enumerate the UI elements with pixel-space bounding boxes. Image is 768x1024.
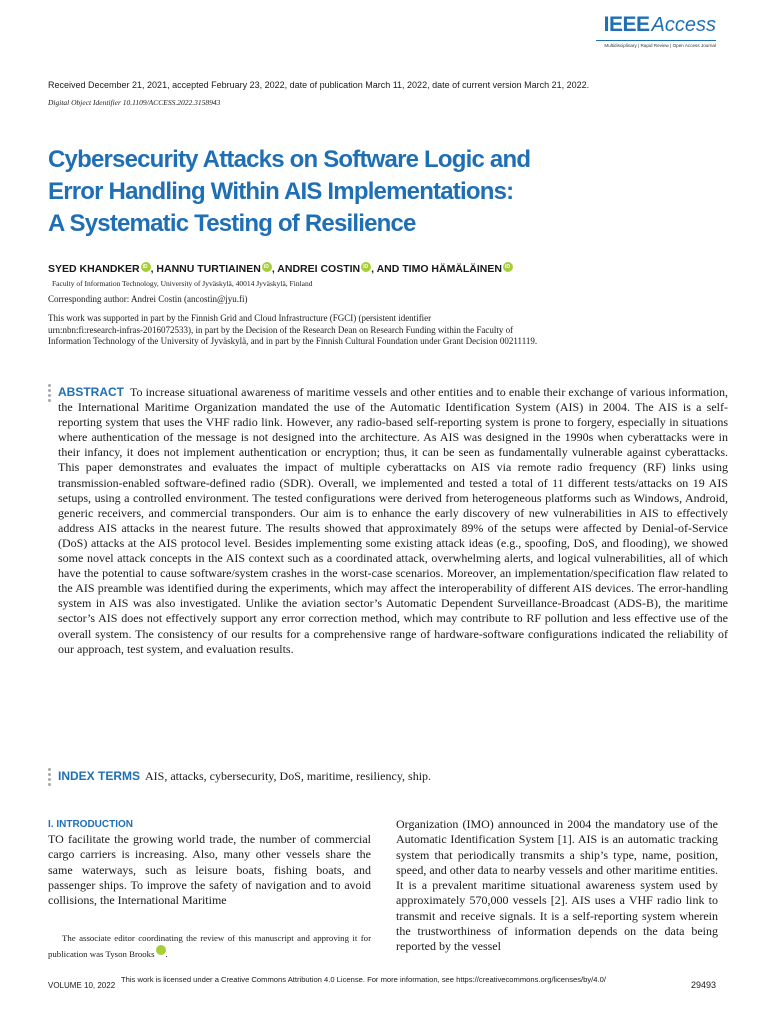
orcid-icon[interactable] [503, 262, 513, 272]
logo-tagline: Multidisciplinary | Rapid Review | Open Access Journal [604, 43, 716, 48]
abstract-marker [48, 384, 51, 404]
index-terms-marker [48, 768, 51, 788]
affiliation: Faculty of Information Technology, University of Jyväskylä, 40014 Jyväskylä, Finland [52, 279, 313, 288]
index-terms-text: AIS, attacks, cybersecurity, DoS, maritime, resiliency, ship. [145, 769, 432, 783]
title-line-2: Error Handling Within AIS Implementations: [48, 178, 514, 205]
footer-license[interactable]: This work is licensed under a Creative Commons Attribution 4.0 License. For more information, see https://creativecommons.org/licenses/by/4.0/ [121, 975, 606, 984]
orcid-icon[interactable] [361, 262, 371, 272]
section-heading-introduction: I. INTRODUCTION [48, 819, 133, 830]
author-list [48, 263, 513, 275]
orcid-icon[interactable] [156, 945, 166, 955]
funding-line: Information Technology of the University of Jyväskylä, and in part by the Finnish Cultural Foundation under Grant Decision 00211119. [48, 336, 538, 346]
funding-line: This work was supported in part by the Finnish Grid and Cloud Infrastructure (FGCI) (persistent identifier [48, 313, 432, 323]
title-line-3: A Systematic Testing of Resilience [48, 210, 416, 237]
author-2: , HANNU TURTIAINEN [150, 263, 261, 275]
intro-left-text: TO facilitate the growing world trade, the number of commercial cargo carriers is increasing. Also, many other vessels share the same waterways, such as leisure boats, fishing boats, and passenger ships. To improve the safety of navigation and to avoid collisions, the International Maritime [48, 832, 371, 908]
abstract-heading: ABSTRACT [58, 385, 124, 399]
author-1: SYED KHANDKER [48, 263, 140, 275]
orcid-icon[interactable] [141, 262, 151, 272]
logo-access: Access [651, 14, 716, 36]
journal-logo [596, 14, 716, 48]
publication-dates: Received December 21, 2021, accepted February 23, 2022, date of publication March 11, 2022, date of current version March 21, 2022. [48, 80, 590, 90]
funding-line: urn:nbn:fi:research-infras-2016072533), in part by the Decision of the Research Dean on Research Funding within the Faculty of [48, 324, 514, 335]
author-3: , ANDREI COSTIN [271, 263, 361, 275]
editor-note-text: The associate editor coordinating the review of this manuscript and approving it for publication was Tyson Brooks [48, 933, 371, 959]
corresponding-author: Corresponding author: Andrei Costin (ancostin@jyu.fi) [48, 294, 248, 304]
orcid-icon[interactable] [262, 262, 272, 272]
index-terms-heading: INDEX TERMS [58, 769, 141, 783]
paper-title [48, 144, 530, 240]
logo-ieee: IEEE [603, 13, 650, 36]
doi: Digital Object Identifier 10.1109/ACCESS.2022.3158943 [48, 98, 221, 107]
funding-statement [48, 313, 537, 348]
logo-rule [596, 40, 716, 41]
page-number: 29493 [690, 980, 716, 990]
abstract [58, 385, 728, 657]
title-line-1: Cybersecurity Attacks on Software Logic and [48, 146, 531, 173]
author-4: , AND TIMO HÄMÄLÄINEN [371, 263, 502, 275]
intro-right-text: Organization (IMO) announced in 2004 the mandatory use of the Automatic Identification System [1]. AIS is an automatic tracking system that periodically transmits a ship’s type, name, position, speed, and other data to nearby vessels and other maritime entities. It is a prevalent maritime situational awareness system used by approximately 570,000 vessels [2]. AIS uses a VHF radio link to transmit and receive signals. It is a self-reporting system wherein the trustworthiness of information depends on the data being reported by the vessel [396, 817, 718, 954]
editor-note [48, 930, 371, 962]
abstract-text: To increase situational awareness of maritime vessels and other entities and to enable their exchange of various information, the International Maritime Organization mandated the use of the Automatic Identification System (AIS) in 2004. The AIS is a self-reporting system that uses the VHF radio link. However, any radio-based self-reporting system is prone to forgery, especially in situations where authentication of the message is not designed into the architecture. As AIS was designed in the 1990s when cyberattacks were in their infancy, it does not implement authentication or encryption; thus, it can be seen as fundamentally vulnerable against cyberattacks. This paper demonstrates and evaluates the impact of multiple cyberattacks on AIS via remote radio frequency (RF) links using transmission-enabled software-defined radio (SDR). Overall, we implemented and tested a total of 11 different tests/attacks on 19 AIS setups, using a controlled environment. The tested configurations were derived from heterogeneous platforms such as Windows, Android, generic receivers, and commercial transponders. Our aim is to enhance the early discovery of new vulnerabilities in AIS to effectively address AIS attacks in the nearest future. The results showed that approximately 89% of the setups were affected by Denial-of-Service (DoS) attacks at the AIS protocol level. Besides implementing some existing attack ideas (e.g., spoofing, DoS, and flooding), we showed some novel attack concepts in the AIS context such as a coordinated attack, overwhelming alerts, and logical vulnerabilities, all of which have the potential to cause software/system crashes in the worst-case scenarios. Moreover, an implementation/specification flaw related to the AIS preamble was identified during the experiments, which may affect the interoperability of different AIS devices. The error-handling system in AIS was also investigated. Unlike the aviation sector’s Automatic Dependent Surveillance-Broadcast (ADS-B), the maritime sector’s AIS does not effectively support any error correction method, which may contribute to RF pollution and less effective use of the overall system. The consistency of our results for a comprehensive range of hardware-software configurations indicated the reliability of our approach, test system, and evaluation results. [58, 385, 728, 656]
index-terms [58, 769, 431, 784]
footer-volume: VOLUME 10, 2022 [48, 981, 116, 990]
